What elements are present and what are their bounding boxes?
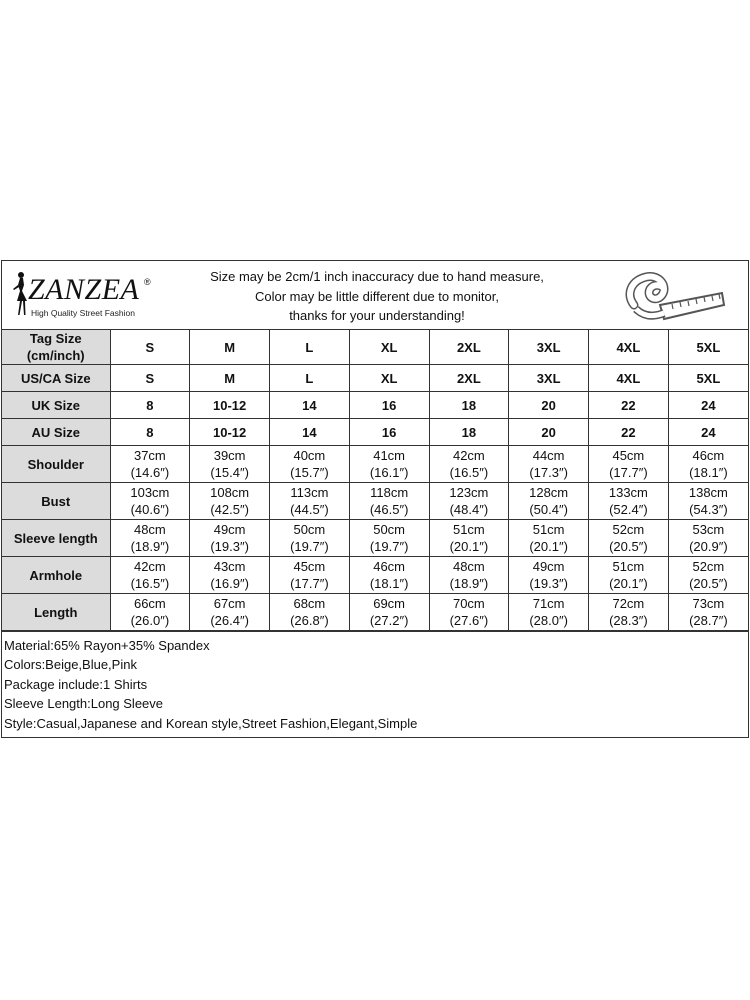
row-header-label: UK Size (31, 397, 80, 413)
measure-inch: (28.0″) (529, 613, 568, 628)
size-cell: 10-12 (190, 419, 270, 446)
measure-cell (110, 446, 190, 483)
row-header (2, 392, 110, 419)
measure-cm: 51cm (532, 522, 565, 537)
row-header: Length (2, 594, 110, 631)
measure-cell (589, 446, 669, 483)
measure-cell (668, 446, 748, 483)
measure-cell (668, 483, 748, 520)
size-cell: 24 (668, 419, 748, 446)
table-row (2, 557, 748, 594)
measure-inch: (20.1″) (529, 539, 568, 554)
measure-cell (668, 557, 748, 594)
size-cell: S (110, 365, 190, 392)
measure-cell (110, 483, 190, 520)
measure-cm: 45cm (612, 448, 645, 463)
measure-inch: (26.0″) (130, 613, 170, 628)
measure-cm: 49cm (532, 559, 565, 574)
measure-cell (110, 594, 190, 631)
measure-cell (270, 446, 350, 483)
measure-cell (190, 446, 270, 483)
measure-cell (190, 483, 270, 520)
measure-cell (429, 520, 509, 557)
size-cell: 20 (509, 419, 589, 446)
measure-cm: 49cm (213, 522, 246, 537)
measure-cell (270, 557, 350, 594)
measure-inch: (16.1″) (369, 465, 409, 480)
brand-logo (6, 267, 156, 323)
product-info (2, 631, 748, 737)
measure-inch: (16.5″) (130, 576, 170, 591)
notice-line: Color may be little different due to monitor, (255, 288, 499, 304)
measure-cell (190, 557, 270, 594)
row-header-label: AU Size (31, 424, 80, 440)
measure-inch: (50.4″) (529, 502, 568, 517)
woman-silhouette-icon (8, 271, 30, 317)
measure-inch: (18.9″) (130, 539, 170, 554)
measure-inch: (26.8″) (290, 613, 329, 628)
table-row (2, 446, 748, 483)
measure-cell (190, 520, 270, 557)
size-cell: 2XL (429, 330, 509, 365)
measure-inch: (52.4″) (609, 502, 648, 517)
measure-cm: 37cm (133, 448, 166, 463)
measure-cm: 48cm (452, 559, 485, 574)
measure-cm: 51cm (452, 522, 485, 537)
measure-cm: 67cm (213, 596, 246, 611)
measure-cm: 118cm (370, 485, 409, 500)
measure-cell (589, 483, 669, 520)
size-cell: 22 (589, 419, 669, 446)
measure-inch: (17.7″) (290, 576, 329, 591)
measure-inch: (27.2″) (369, 613, 409, 628)
measure-inch: (18.9″) (449, 576, 489, 591)
measure-cm: 46cm (373, 559, 406, 574)
size-cell: 16 (349, 392, 429, 419)
size-table (2, 330, 748, 631)
measure-cm: 66cm (133, 596, 166, 611)
measure-cm: 128cm (529, 485, 569, 500)
size-cell: XL (349, 330, 429, 365)
measure-cell (509, 594, 589, 631)
measure-inch: (46.5″) (369, 502, 409, 517)
notice-line: Size may be 2cm/1 inch inaccuracy due to hand measure, (210, 269, 544, 284)
measure-inch: (54.3″) (689, 502, 728, 517)
size-cell: L (270, 365, 350, 392)
measure-cm: 123cm (449, 485, 489, 500)
measure-cm: 108cm (210, 485, 250, 500)
info-line-style: Style:Casual,Japanese and Korean style,Street Fashion,Elegant,Simple (4, 715, 418, 731)
measure-inch: (17.3″) (529, 465, 568, 480)
measure-cm: 133cm (608, 485, 648, 500)
measure-inch: (27.6″) (449, 613, 489, 628)
measure-cell (668, 520, 748, 557)
measure-cm: 68cm (293, 596, 326, 611)
measure-cm: 71cm (532, 596, 565, 611)
measure-inch: (20.1″) (609, 576, 648, 591)
measure-cell (110, 557, 190, 594)
brand-name: ZANZEA (28, 273, 140, 306)
measure-inch: (42.5″) (210, 502, 249, 517)
row-header: Shoulder (2, 446, 110, 483)
measure-cm: 72cm (612, 596, 645, 611)
table-row (2, 594, 748, 631)
measure-cm: 52cm (612, 522, 645, 537)
measuring-tape-icon (620, 265, 730, 325)
measure-cell (110, 520, 190, 557)
measure-cell (349, 483, 429, 520)
brand-tagline: High Quality Street Fashion (31, 308, 135, 318)
measure-cm: 46cm (692, 448, 725, 463)
table-row (2, 483, 748, 520)
measure-inch: (28.3″) (609, 613, 648, 628)
size-chart (1, 260, 749, 738)
measure-cell (429, 483, 509, 520)
size-cell: 5XL (668, 330, 748, 365)
row-header-label: US/CA Size (20, 370, 91, 386)
measure-cm: 51cm (612, 559, 645, 574)
measure-cm: 45cm (293, 559, 326, 574)
measure-cell (429, 594, 509, 631)
measure-inch: (20.5″) (609, 539, 648, 554)
measure-inch: (16.5″) (449, 465, 489, 480)
size-cell: S (110, 330, 190, 365)
measure-inch: (14.6″) (130, 465, 170, 480)
table-row (2, 330, 748, 365)
measure-cm: 53cm (692, 522, 725, 537)
size-table-body (2, 330, 748, 631)
size-cell: XL (349, 365, 429, 392)
measure-cell (429, 446, 509, 483)
measure-cm: 113cm (290, 485, 329, 500)
size-cell: 18 (429, 392, 509, 419)
measure-cm: 41cm (373, 448, 406, 463)
measure-cell (509, 520, 589, 557)
size-cell: 3XL (509, 365, 589, 392)
row-header-label: (cm/inch) (26, 348, 85, 363)
measure-cm: 40cm (293, 448, 326, 463)
measure-cell (349, 446, 429, 483)
measure-inch: (16.9″) (210, 576, 249, 591)
size-cell: 5XL (668, 365, 748, 392)
measure-inch: (19.3″) (210, 539, 249, 554)
measure-inch: (19.3″) (529, 576, 568, 591)
table-row (2, 392, 748, 419)
measure-cm: 138cm (688, 485, 728, 500)
measurement-notice (162, 267, 592, 326)
measure-cm: 42cm (133, 559, 166, 574)
size-cell: M (190, 365, 270, 392)
measure-cell (589, 520, 669, 557)
measure-inch: (15.4″) (210, 465, 249, 480)
measure-cm: 42cm (452, 448, 485, 463)
measure-inch: (17.7″) (609, 465, 648, 480)
measure-cell (668, 594, 748, 631)
measure-cell (509, 446, 589, 483)
measure-cm: 52cm (692, 559, 725, 574)
measure-cell (589, 594, 669, 631)
notice-line: thanks for your understanding! (289, 308, 465, 323)
measure-cell (190, 594, 270, 631)
measure-cell (509, 557, 589, 594)
measure-cell (429, 557, 509, 594)
measure-inch: (19.7″) (290, 539, 329, 554)
measure-cm: 70cm (452, 596, 485, 611)
row-header: Bust (2, 483, 110, 520)
size-cell: 8 (110, 419, 190, 446)
measure-cm: 39cm (213, 448, 246, 463)
measure-cell (509, 483, 589, 520)
size-cell: 22 (589, 392, 669, 419)
measure-cell (270, 594, 350, 631)
size-cell: 18 (429, 419, 509, 446)
registered-mark: ® (144, 277, 151, 287)
measure-cell (349, 557, 429, 594)
measure-cm: 43cm (213, 559, 246, 574)
info-line-material: Material:65% Rayon+35% Spandex (4, 638, 210, 653)
measure-inch: (20.9″) (689, 539, 728, 554)
info-line-colors: Colors:Beige,Blue,Pink (4, 657, 137, 673)
size-cell: 16 (349, 419, 429, 446)
measure-inch: (28.7″) (689, 613, 728, 628)
size-cell: 20 (509, 392, 589, 419)
size-cell: 14 (270, 392, 350, 419)
row-header: Armhole (2, 557, 110, 594)
measure-inch: (26.4″) (210, 613, 249, 628)
measure-inch: (20.5″) (689, 576, 728, 591)
measure-inch: (20.1″) (449, 539, 489, 554)
size-cell: 14 (270, 419, 350, 446)
row-header: Sleeve length (2, 520, 110, 557)
row-header (2, 365, 110, 392)
size-cell: 3XL (509, 330, 589, 365)
measure-cm: 50cm (373, 522, 406, 537)
measure-cm: 69cm (373, 596, 406, 611)
measure-inch: (40.6″) (130, 502, 170, 517)
table-row (2, 365, 748, 392)
info-line-sleeve: Sleeve Length:Long Sleeve (4, 696, 164, 712)
measure-cell (589, 557, 669, 594)
measure-inch: (15.7″) (290, 465, 329, 480)
size-cell: 2XL (429, 365, 509, 392)
measure-inch: (44.5″) (290, 502, 329, 517)
measure-inch: (18.1″) (689, 465, 728, 480)
chart-header (2, 261, 748, 330)
size-cell: 4XL (589, 330, 669, 365)
row-header (2, 330, 110, 365)
info-line-package: Package include:1 Shirts (4, 676, 148, 692)
size-cell: 24 (668, 392, 748, 419)
row-header-label: Tag Size (29, 331, 82, 346)
measure-cell (349, 520, 429, 557)
size-cell: L (270, 330, 350, 365)
measure-cm: 50cm (293, 522, 326, 537)
measure-cm: 44cm (532, 448, 565, 463)
measure-cm: 73cm (692, 596, 725, 611)
size-cell: 10-12 (190, 392, 270, 419)
measure-cell (270, 483, 350, 520)
table-row (2, 419, 748, 446)
measure-inch: (18.1″) (369, 576, 409, 591)
table-row (2, 520, 748, 557)
row-header (2, 419, 110, 446)
size-cell: M (190, 330, 270, 365)
size-cell: 4XL (589, 365, 669, 392)
measure-cm: 103cm (130, 485, 170, 500)
size-cell: 8 (110, 392, 190, 419)
measure-inch: (48.4″) (449, 502, 489, 517)
measure-cell (270, 520, 350, 557)
measure-inch: (19.7″) (369, 539, 409, 554)
measure-cell (349, 594, 429, 631)
measure-cm: 48cm (133, 522, 166, 537)
